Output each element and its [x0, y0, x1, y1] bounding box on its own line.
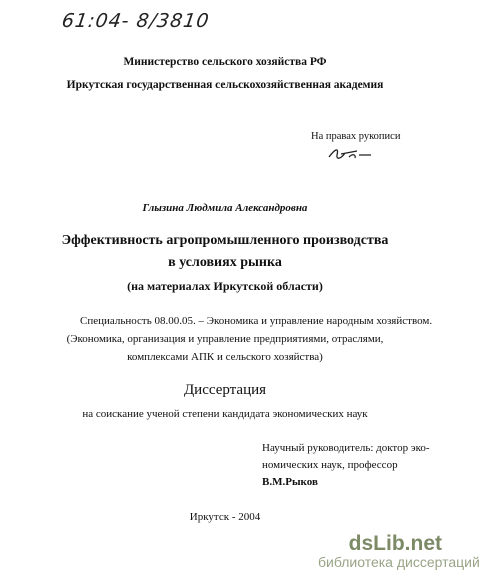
city-year: Иркутск - 2004 — [189, 511, 261, 523]
author-name: Глызина Людмила Александровна — [142, 202, 308, 214]
rights-note: На правах рукописи — [311, 131, 401, 142]
advisor-line2: номических наук, профессор — [262, 459, 398, 471]
advisor-line1: Научный руководитель: доктор эко- — [262, 442, 430, 454]
dissertation-title-line1: Эффективность агропромышленного производства — [61, 233, 389, 248]
specialty-line2: (Экономика, организация и управление предприятиями, отраслями, — [66, 333, 384, 345]
dissertation-subtitle: (на материалах Иркутской области) — [127, 279, 323, 293]
watermark-brand: dsLib.net — [348, 532, 442, 555]
ministry-line: Министерство сельского хозяйства РФ — [123, 56, 327, 68]
document-type: Диссертация — [183, 382, 267, 398]
advisor-name: В.М.Рыков — [262, 476, 318, 488]
dissertation-title-line2: в условиях рынка — [168, 255, 282, 270]
academy-line: Иркутская государственная сельскохозяйственная академия — [66, 79, 384, 91]
specialty-line3: комплексами АПК и сельского хозяйства) — [127, 351, 323, 363]
specialty-line1: Специальность 08.00.05. – Экономика и управление народным хозяйством. — [80, 315, 433, 327]
handwritten-catalog-number: 61:04- 8/3810 — [60, 10, 212, 32]
signature-icon — [325, 143, 375, 165]
watermark-subtitle: библиотека диссертаций — [318, 554, 480, 570]
degree-line: на соискание ученой степени кандидата экономических наук — [82, 408, 368, 420]
dslib-watermark — [318, 532, 480, 570]
